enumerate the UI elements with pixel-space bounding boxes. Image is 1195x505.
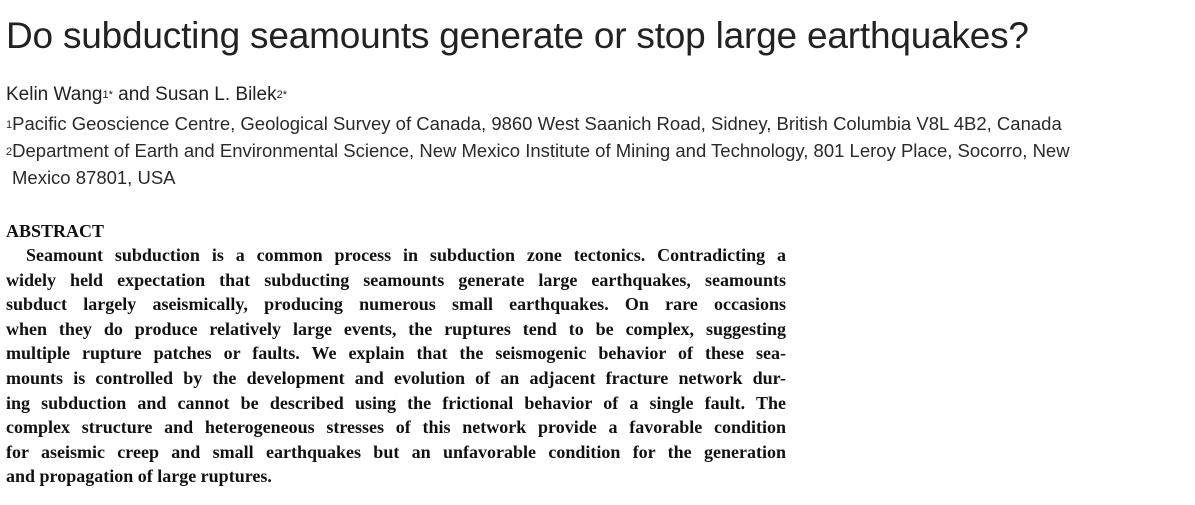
abstract-line: for aseismic creep and small earthquakes but an unfavorable condition for the generation xyxy=(6,441,786,462)
abstract-line: multiple rupture patches or faults. We explain that the seismogenic behavior of these sea- xyxy=(6,343,786,364)
affiliation-2 xyxy=(6,137,1070,164)
abstract-line: widely held expectation that subducting seamounts generate large earthquakes, seamounts xyxy=(6,269,786,290)
affiliation-1 xyxy=(6,110,1062,137)
abstract-line: and propagation of large ruptures. xyxy=(6,466,272,487)
author-line xyxy=(6,82,287,108)
affiliation-text: Department of Earth and Environmental Science, New Mexico Institute of Mining and Technology, 801 Leroy Place, Socorro, New xyxy=(12,140,1070,161)
affiliation-text: Pacific Geoscience Centre, Geological Survey of Canada, 9860 West Saanich Road, Sidney, British Columbia V8L 4B2, Canada xyxy=(12,113,1062,134)
affiliation-2-continuation: Mexico 87801, USA xyxy=(12,167,176,188)
affiliation-marker: 1 xyxy=(6,119,13,131)
abstract-line: subduct largely aseismically, producing numerous small earthquakes. On rare occasions xyxy=(6,294,786,315)
author-name: Kelin Wang xyxy=(6,84,103,105)
paper-title: Do subducting seamounts generate or stop large earthquakes? xyxy=(6,15,1029,56)
abstract-line: mounts is controlled by the development and evolution of an adjacent fracture network dur- xyxy=(6,367,786,388)
abstract-line: Seamount subduction is a common process in subduction zone tectonics. Contradicting a xyxy=(26,245,786,265)
author-connector: and xyxy=(112,84,156,105)
abstract-line: ing subduction and cannot be described using the frictional behavior of a single fault. The xyxy=(6,392,786,413)
abstract-heading: ABSTRACT xyxy=(6,221,105,241)
author-affiliation-marker: 2* xyxy=(276,89,288,101)
abstract-line: complex structure and heterogeneous stresses of this network provide a favorable condition xyxy=(6,417,786,438)
affiliation-marker: 2 xyxy=(6,146,13,158)
abstract-line: when they do produce relatively large events, the ruptures tend to be complex, suggesting xyxy=(6,318,786,339)
abstract-body xyxy=(6,243,786,489)
author-name: Susan L. Bilek xyxy=(155,84,277,105)
paper-page xyxy=(6,0,1191,505)
author-affiliation-marker: 1* xyxy=(102,89,113,101)
